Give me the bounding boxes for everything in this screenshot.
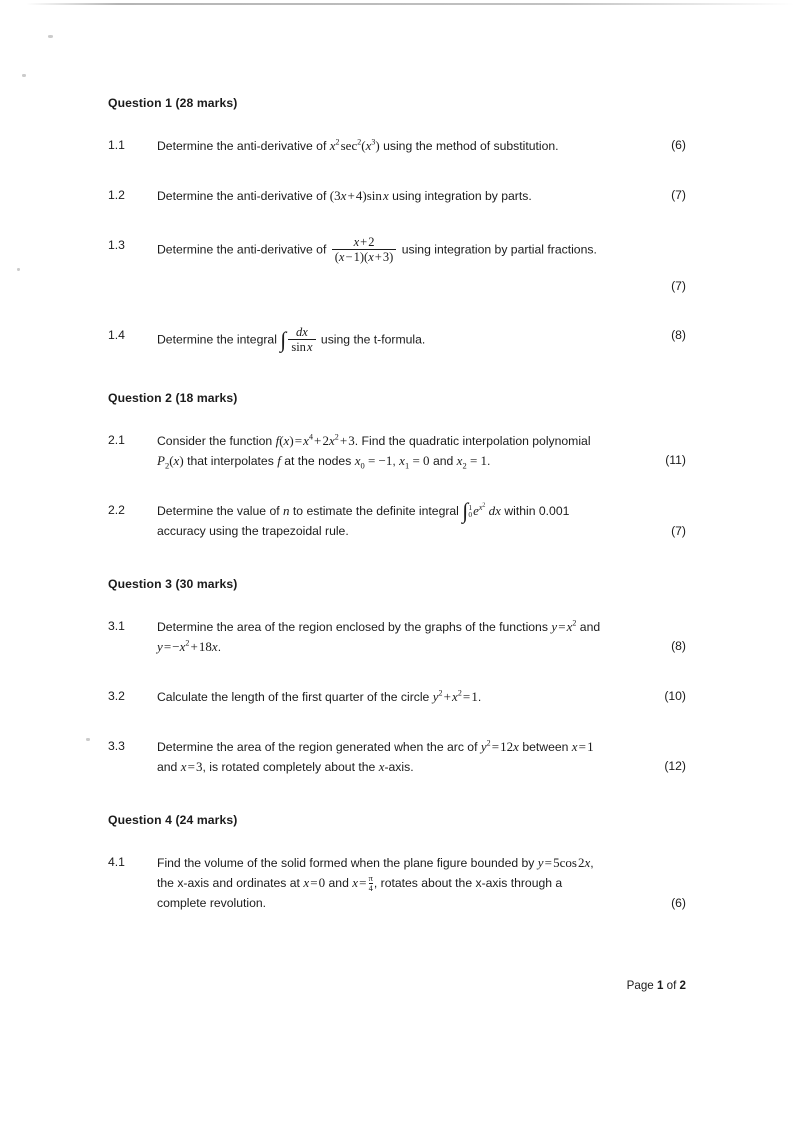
item-body: [157, 326, 686, 355]
item-text: Find the volume of the solid formed when the plane figure bounded by y = 5cos 2x,: [157, 855, 594, 871]
item-number: 3.3: [108, 738, 125, 753]
item-text-segment: , is rotated completely about the: [202, 760, 376, 775]
item-text-segment: Determine the anti-derivative of: [157, 189, 327, 204]
item-text: [157, 326, 686, 355]
marks-value: (7): [671, 523, 686, 538]
item-text-segment: Determine the anti-derivative of: [157, 139, 327, 153]
item-text: [157, 186, 686, 206]
item-text: Calculate the length of the first quarter of the circle $y^2$ + $x^2$ = 1.: [157, 688, 482, 704]
math-expression: $x_1 = 0$: [399, 453, 430, 471]
item-text-segment: and: [579, 619, 601, 634]
item-text-segment: using the method of substitution.: [383, 139, 559, 153]
item-text: [157, 757, 686, 777]
math-expression: x = 3: [180, 759, 203, 775]
scan-edge-artifact: [26, 3, 794, 5]
item-text-segment: using the t-formula.: [320, 332, 426, 347]
item-body: [157, 136, 686, 156]
item-body: [157, 853, 686, 912]
item-text-segment: -axis.: [384, 760, 414, 775]
item-text-segment: using integration by partial fractions.: [401, 243, 597, 257]
math-symbol: n: [283, 503, 290, 519]
math-fraction: [288, 325, 315, 354]
item-text-segment: to estimate the definite integral: [292, 504, 459, 519]
integral-sign-icon: ∫: [280, 326, 287, 352]
math-expression: (3x + 4)sin x: [329, 188, 389, 204]
marks-value: (7): [671, 188, 686, 203]
item-body: [157, 498, 686, 540]
math-fraction: [369, 874, 373, 893]
math-expression: ∫ 1 0 $e^{x^2}$ dx: [462, 498, 501, 524]
item-body: [157, 431, 686, 471]
item-text-segment: . Find the quadratic interpolation polynomial: [354, 434, 591, 449]
item-text: [157, 617, 686, 637]
math-fraction: [332, 235, 397, 264]
math-expression: x = 1: [571, 738, 594, 754]
item-number: 2.2: [108, 503, 125, 518]
item-number: 2.1: [108, 433, 125, 448]
item-text: [157, 894, 686, 913]
scan-speck: [86, 738, 90, 741]
item-number: 3.1: [108, 618, 125, 633]
math-expression: y = 5cos 2x: [537, 855, 591, 871]
math-expression: $y^2$ + $x^2$ = 1: [432, 688, 478, 704]
question-item-1-3: [108, 236, 686, 296]
item-text: (11) $P_2(x)$ that interpolates f at the nodes $x_0 = -1$, $x_1 = 0$ and $x_2 = 1$.: [157, 453, 686, 471]
item-body: [157, 737, 686, 777]
marks-value: (7): [671, 279, 686, 294]
math-expression: x = $\frac{\pi}{4}$: [352, 872, 373, 893]
item-text-segment: using integration by parts.: [392, 189, 532, 204]
fraction-denominator: 4: [368, 882, 373, 893]
math-expression: y = $-x^2$ + 18x: [157, 638, 218, 654]
item-body: [157, 617, 686, 657]
item-text-segment: the x-axis and ordinates at: [157, 876, 300, 891]
item-text: [157, 498, 686, 524]
math-expression: $x_0 = -1$: [354, 453, 393, 471]
question-item-3-2: [108, 687, 686, 707]
question-item-2-2: [108, 498, 686, 540]
item-number: 1.2: [108, 188, 125, 203]
item-number: 1.3: [108, 238, 125, 253]
marks-value: (6): [671, 895, 686, 910]
exam-page-body: [108, 96, 686, 913]
marks-value: (6): [671, 138, 686, 152]
item-text-segment: accuracy using the trapezoidal rule.: [157, 523, 349, 538]
item-text-segment: Determine the anti-derivative of: [157, 243, 327, 257]
item-text: [157, 737, 686, 757]
marks-value: (10): [664, 688, 686, 703]
math-symbol: f: [277, 453, 281, 469]
item-text-segment: Determine the integral: [157, 332, 277, 347]
item-text-segment: and: [432, 454, 454, 469]
question-item-3-1: [108, 617, 686, 657]
item-number: 3.2: [108, 688, 125, 703]
item-text-segment: Find the volume of the solid formed when the plane figure bounded by: [157, 856, 535, 871]
marks-value: (12): [664, 759, 686, 774]
item-text-segment: that interpolates: [187, 454, 274, 469]
item-body: [157, 186, 686, 206]
item-text-segment: , rotates about the x-axis through a: [373, 876, 563, 891]
item-number: 4.1: [108, 855, 125, 870]
item-number: 1.1: [108, 138, 125, 152]
math-expression: f(x) = $x^4$ + $2x^2$ + 3: [275, 432, 355, 449]
item-text-segment: Determine the area of the region generated when the arc of: [157, 739, 478, 754]
item-text-segment: complete revolution.: [157, 895, 267, 910]
item-text-segment: Calculate the length of the first quarter of the circle: [157, 689, 430, 704]
footer-page-number: 1: [656, 979, 664, 992]
item-text-segment: and: [157, 760, 178, 775]
item-text: [157, 873, 686, 893]
fraction-denominator: (x − 1)(x + 3): [332, 249, 397, 264]
question-3-heading: Question 3 (30 marks): [108, 576, 238, 591]
scan-speck: [22, 74, 26, 77]
item-text-segment: Determine the area of the region enclosed by the graphs of the functions: [157, 619, 548, 634]
item-text-segment: within 0.001: [504, 504, 570, 519]
item-text: [157, 431, 686, 451]
item-text-segment: between: [522, 739, 569, 754]
math-expression: $P_2(x)$: [157, 453, 184, 471]
question-item-2-1: [108, 431, 686, 471]
item-number: 1.4: [108, 328, 125, 343]
question-item-1-2: [108, 186, 686, 206]
fraction-numerator: π: [368, 872, 373, 883]
integral-sign-icon: ∫: [462, 498, 469, 524]
scan-speck: [48, 35, 53, 38]
question-item-1-4: [108, 326, 686, 355]
math-symbol: x: [378, 759, 385, 775]
fraction-denominator: sin x: [288, 339, 315, 354]
marks-value: (8): [671, 328, 686, 343]
footer-prefix: Page: [626, 979, 657, 992]
fraction-numerator: x + 2: [353, 235, 375, 250]
integral-limits: 1 0: [468, 502, 473, 520]
item-text-segment: Consider the function: [157, 434, 273, 449]
footer-separator: of: [663, 979, 680, 992]
fraction-numerator: dx: [296, 325, 308, 340]
math-expression: y = $x^2$: [551, 618, 577, 634]
question-1-heading: Question 1 (28 marks): [108, 96, 238, 110]
item-text-segment: Determine the value of: [157, 504, 280, 519]
marks-value: (8): [671, 638, 686, 653]
item-body: [157, 687, 686, 707]
item-text: [157, 522, 686, 541]
question-2-heading: Question 2 (18 marks): [108, 391, 238, 406]
item-text: (8) y = $-x^2$ + 18x.: [157, 638, 686, 654]
scan-speck: [17, 268, 20, 271]
footer-total-pages: 2: [679, 979, 686, 992]
question-4-heading: Question 4 (24 marks): [108, 813, 238, 828]
marks-value: (11): [665, 453, 686, 468]
question-item-4-1: [108, 853, 686, 912]
item-text-segment: at the nodes: [284, 454, 352, 469]
item-text: [157, 136, 686, 156]
item-text-segment: and: [328, 876, 349, 891]
page-footer: [108, 979, 686, 992]
question-item-1-1: [108, 136, 686, 156]
math-expression: $x_2 = 1$: [456, 453, 488, 471]
item-text: [157, 236, 686, 265]
item-body: [157, 236, 686, 296]
math-expression: $x^2$ $\sec^2(x^3)$: [329, 137, 380, 153]
math-expression: $y^2$ = 12x: [480, 738, 519, 754]
question-item-3-3: [108, 737, 686, 777]
math-expression: x = 0: [303, 875, 326, 891]
